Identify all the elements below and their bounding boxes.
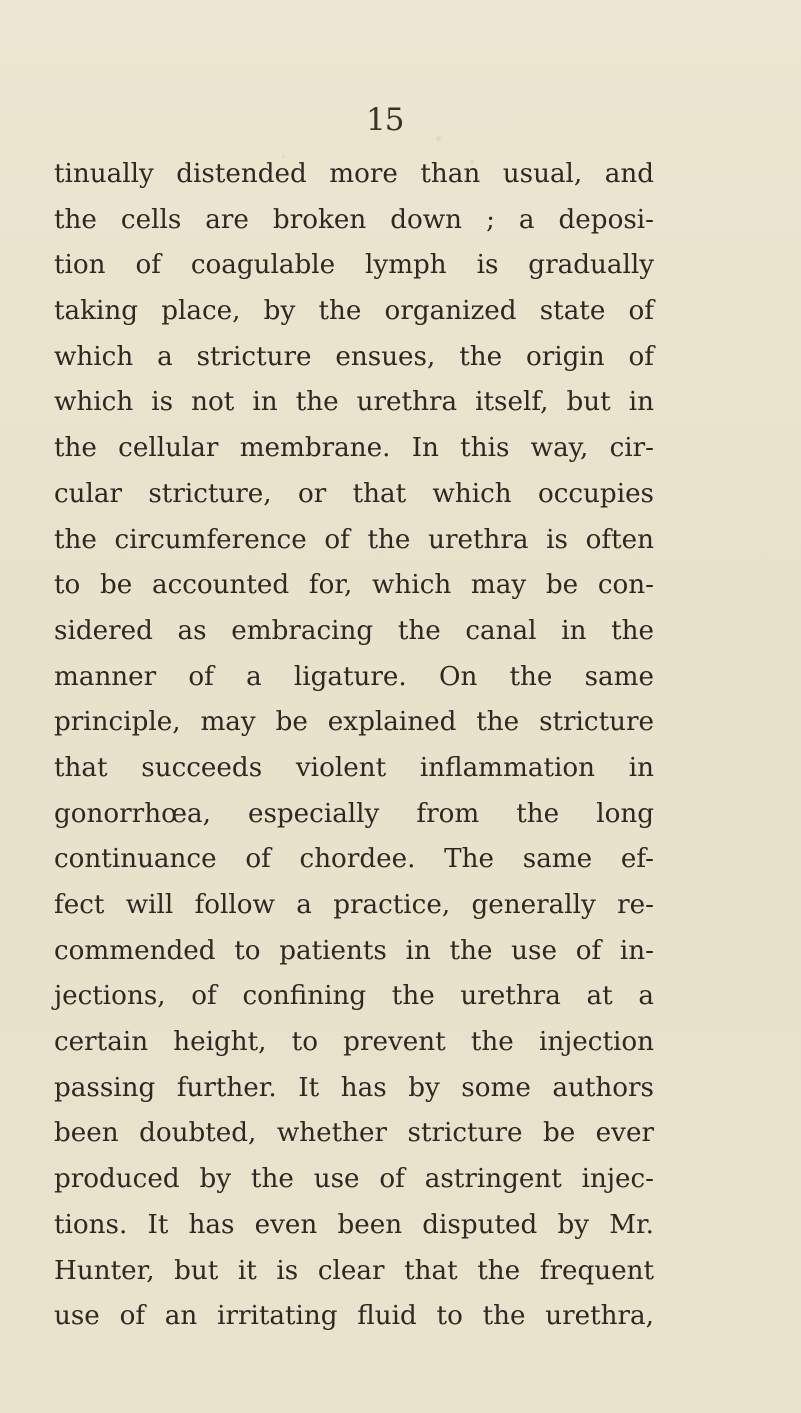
- text-line: gonorrhœa, especially from the long: [54, 798, 654, 829]
- text-line: principle, may be explained the stricture: [54, 707, 654, 738]
- text-line: certain height, to prevent the injection: [54, 1027, 654, 1058]
- text-line: taking place, by the organized state of: [54, 296, 654, 327]
- text-line: that succeeds violent inflammation in: [54, 752, 654, 783]
- page-number: 15: [366, 102, 404, 138]
- text-line: produced by the use of astringent injec-: [54, 1164, 654, 1195]
- text-line: tinually distended more than usual, and: [54, 159, 654, 189]
- text-line: the cellular membrane. In this way, cir-: [54, 433, 654, 464]
- text-line: tions. It has even been disputed by Mr.: [54, 1209, 654, 1240]
- text-line: Hunter, but it is clear that the frequent: [54, 1255, 654, 1286]
- text-line: manner of a ligature. On the same: [54, 661, 654, 692]
- text-line: been doubted, whether stricture be ever: [54, 1118, 654, 1149]
- text-line: jections, of confining the urethra at a: [54, 981, 654, 1012]
- text-line: to be accounted for, which may be con-: [54, 570, 654, 601]
- text-line: the circumference of the urethra is often: [54, 524, 654, 555]
- body-text: [54, 152, 754, 1340]
- text-line: use of an irritating fluid to the urethra,: [54, 1301, 654, 1332]
- text-line: passing further. It has by some authors: [54, 1072, 654, 1103]
- text-line: sidered as embracing the canal in the: [54, 615, 654, 646]
- text-line: which is not in the urethra itself, but in: [54, 387, 654, 418]
- text-line: the cells are broken down ; a deposi-: [54, 204, 654, 235]
- text-line: commended to patients in the use of in-: [54, 935, 654, 966]
- text-line: tion of coagulable lymph is gradually: [54, 250, 654, 281]
- text-line: cular stricture, or that which occupies: [54, 478, 654, 509]
- text-line: fect will follow a practice, generally re-: [54, 890, 654, 920]
- text-line: which a stricture ensues, the origin of: [54, 341, 654, 372]
- text-line: continuance of chordee. The same ef-: [54, 844, 654, 875]
- paper-speck: [436, 136, 441, 141]
